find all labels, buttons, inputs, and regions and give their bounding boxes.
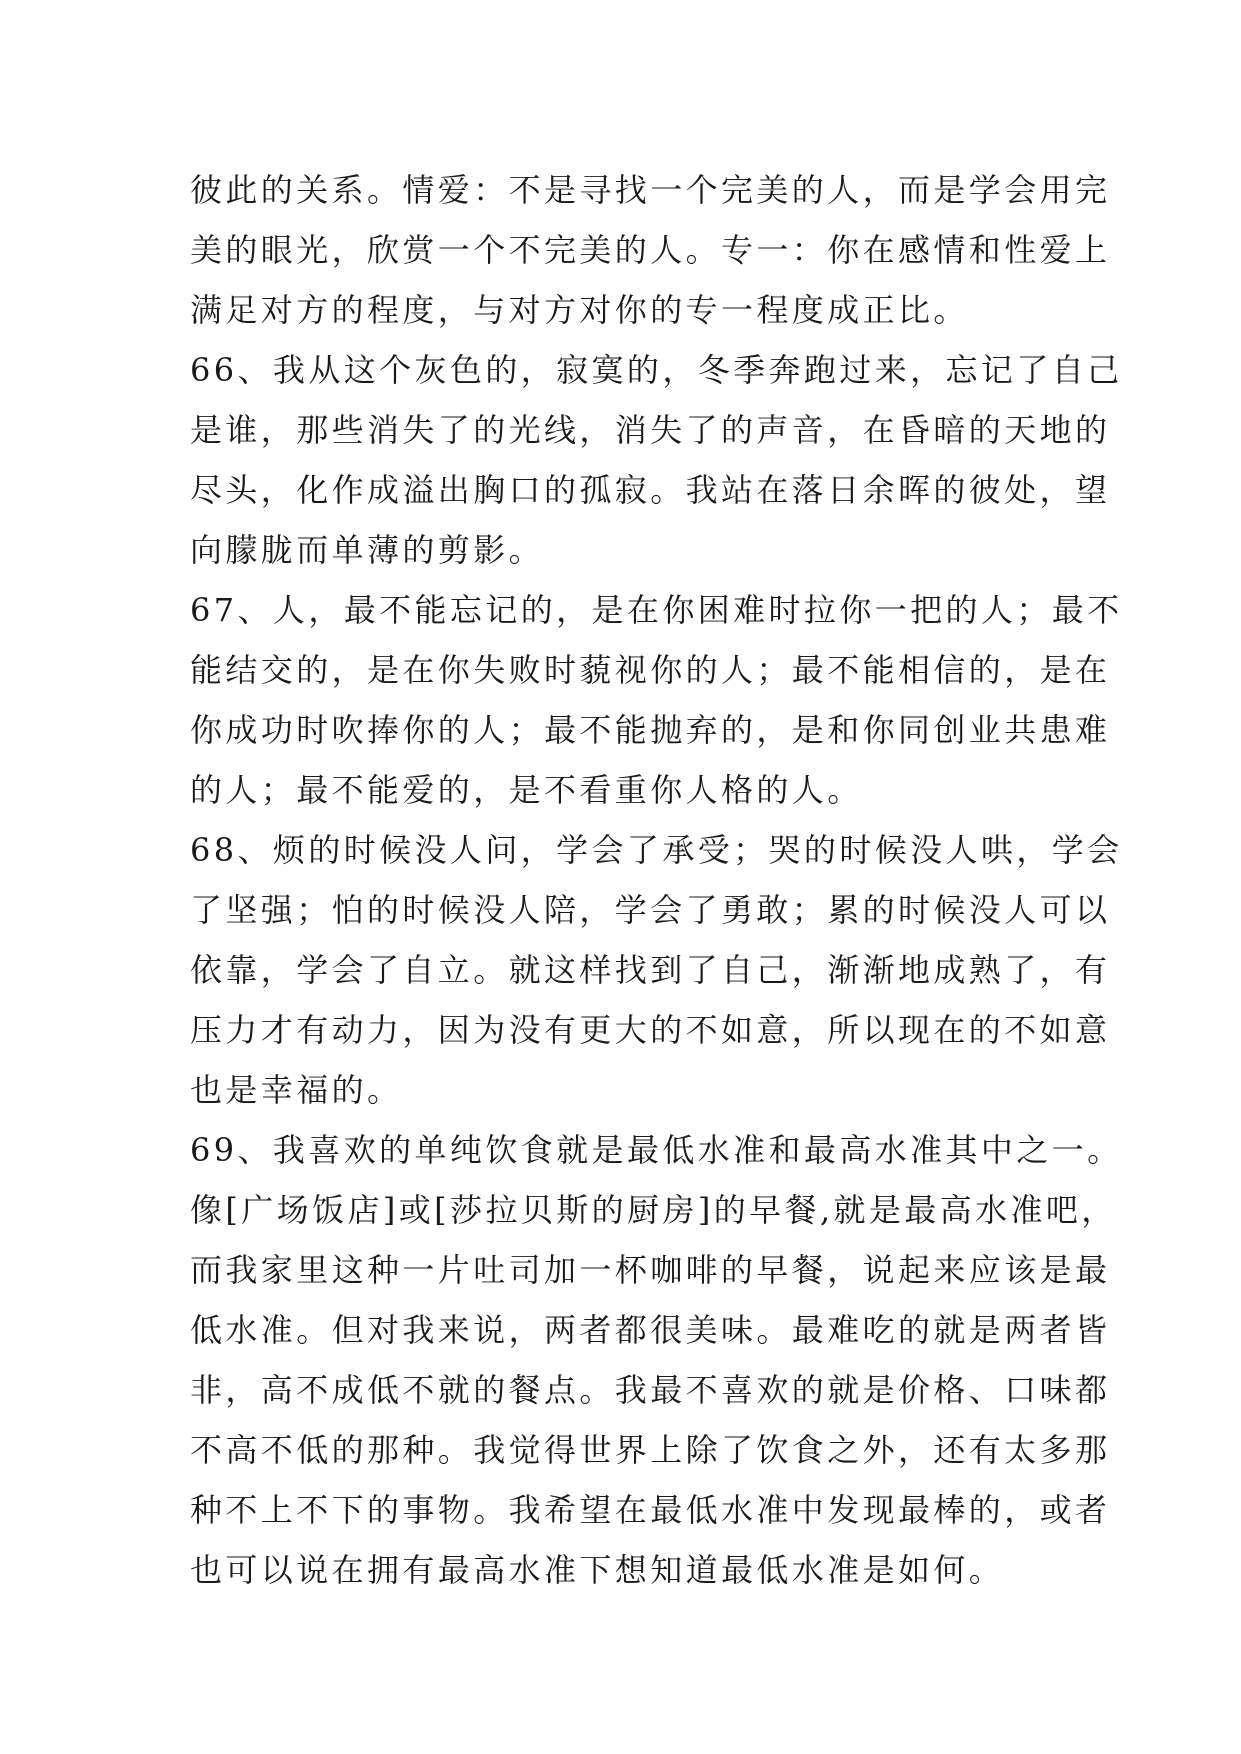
text-line: 66、我从这个灰色的，寂寞的，冬季奔跑过来，忘记了自己 [190,351,1123,389]
text-line: 也是幸福的。 [190,1071,403,1109]
text-line: 68、烦的时候没人问，学会了承受；哭的时候没人哄，学会 [190,831,1123,869]
text-line: 67、人，最不能忘记的，是在你困难时拉你一把的人；最不 [190,591,1123,629]
text-line: 了坚强；怕的时候没人陪，学会了勇敢；累的时候没人可以 [190,891,1111,929]
text-line: 不高不低的那种。我觉得世界上除了饮食之外，还有太多那 [190,1431,1111,1469]
text-line: 向朦胧而单薄的剪影。 [190,531,545,569]
text-line: 69、我喜欢的单纯饮食就是最低水准和最高水准其中之一。 [190,1131,1123,1169]
text-line: 尽头，化作成溢出胸口的孤寂。我站在落日余晖的彼处，望 [190,471,1111,509]
text-line: 种不上不下的事物。我希望在最低水准中发现最棒的，或者 [190,1491,1111,1529]
text-line: 彼此的关系。情爱：不是寻找一个完美的人，而是学会用完 [190,171,1111,209]
text-line: 压力才有动力，因为没有更大的不如意，所以现在的不如意 [190,1011,1111,1049]
text-line: 满足对方的程度，与对方对你的专一程度成正比。 [190,291,969,329]
text-line: 而我家里这种一片吐司加一杯咖啡的早餐，说起来应该是最 [190,1251,1111,1289]
document-body [190,160,1123,1600]
text-line: 美的眼光，欣赏一个不完美的人。专一：你在感情和性爱上 [190,231,1111,269]
text-line: 也可以说在拥有最高水准下想知道最低水准是如何。 [190,1551,1005,1589]
text-line: 你成功时吹捧你的人；最不能抛弃的，是和你同创业共患难 [190,711,1111,749]
text-line: 依靠，学会了自立。就这样找到了自己，渐渐地成熟了，有 [190,951,1111,989]
text-line: 是谁，那些消失了的光线，消失了的声音，在昏暗的天地的 [190,411,1111,449]
text-line: 的人；最不能爱的，是不看重你人格的人。 [190,771,863,809]
text-line: 像[广场饭店]或[莎拉贝斯的厨房]的早餐,就是最高水准吧， [190,1191,1117,1229]
text-line: 能结交的，是在你失败时藐视你的人；最不能相信的，是在 [190,651,1111,689]
text-line: 非，高不成低不就的餐点。我最不喜欢的就是价格、口味都 [190,1371,1111,1409]
text-line: 低水准。但对我来说，两者都很美味。最难吃的就是两者皆 [190,1311,1111,1349]
